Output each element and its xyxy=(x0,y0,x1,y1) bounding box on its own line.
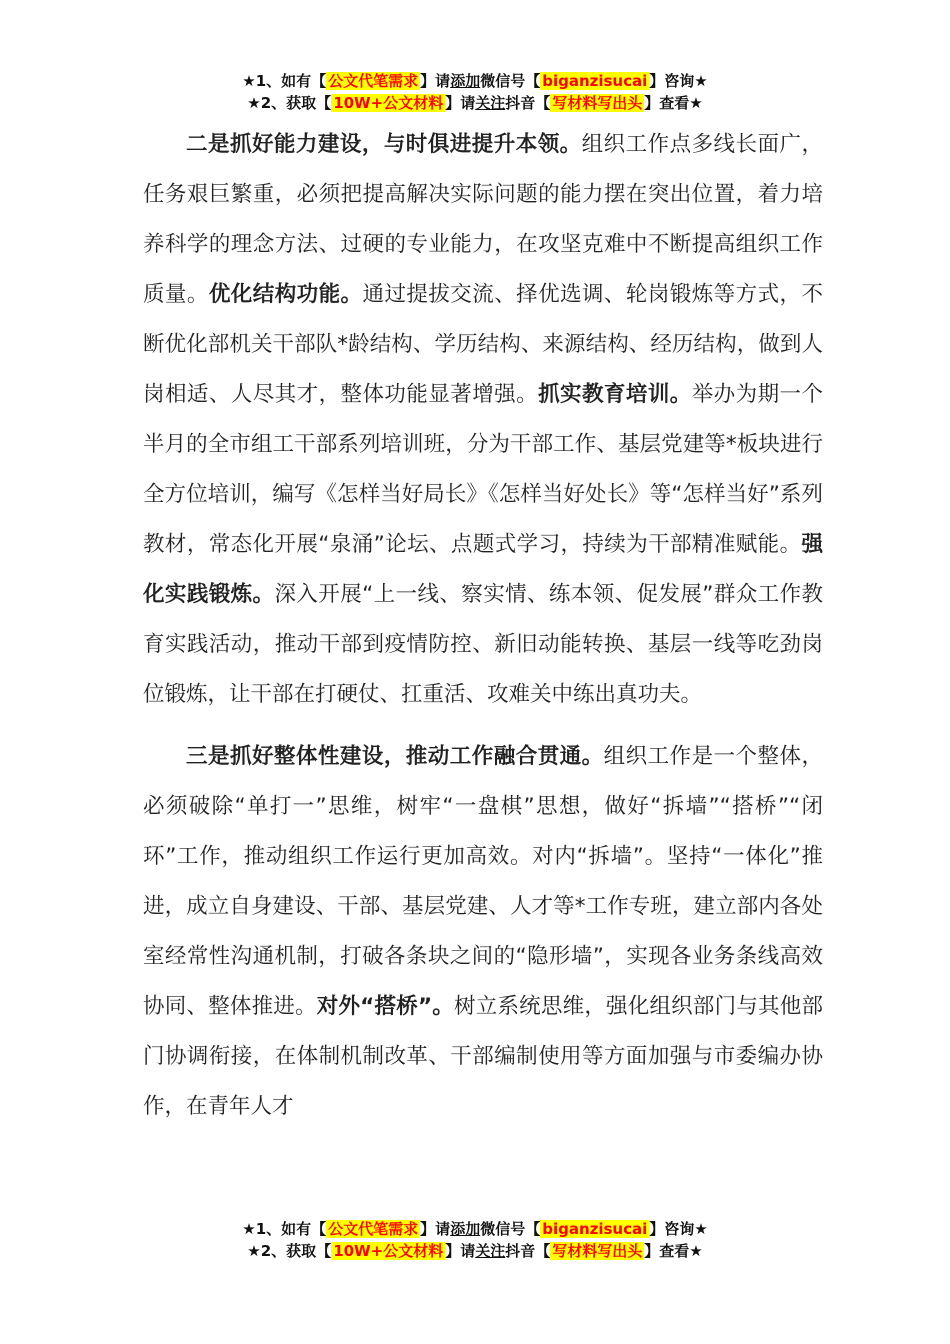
banner-line-2 xyxy=(0,92,950,114)
banner-text: 抖音【 xyxy=(505,94,551,112)
banner-text: 】咨询★ xyxy=(649,1220,708,1238)
banner-highlight: 写材料写出头 xyxy=(552,94,643,112)
banner-underlined: 添加 xyxy=(450,1220,481,1238)
banner-highlight: biganzisucai xyxy=(542,1220,648,1238)
banner-text: 】请 xyxy=(445,94,476,112)
banner-text: ★1、如有【 xyxy=(242,72,327,90)
banner-underlined: 添加 xyxy=(450,72,481,90)
banner-highlight: 10W+公文材料 xyxy=(333,1242,444,1260)
document-body xyxy=(143,120,823,1132)
banner-text: 微信号【 xyxy=(480,1220,541,1238)
banner-text: ★1、如有【 xyxy=(242,1220,327,1238)
banner-line-2 xyxy=(0,1240,950,1262)
paragraph-text: 举办为期一个半月的全市组工干部系列培训班，分为干部工作、基层党建等*板块进行全方位培训，编写《怎样当好局长》《怎样当好处长》等“怎样当好”系列教材，常态化开展“泉涌”论坛、点题式学习，持续为干部精准赋能。 xyxy=(143,382,823,557)
banner-text: 】请 xyxy=(445,1242,476,1260)
banner-text: 】咨询★ xyxy=(649,72,708,90)
paragraph-heading: 二是抓好能力建设，与时俱进提升本领。 xyxy=(186,132,582,157)
banner-underlined: 关注 xyxy=(475,94,506,112)
paragraph-subheading: 对外“搭桥”。 xyxy=(316,994,455,1019)
banner-text: ★2、获取【 xyxy=(247,94,332,112)
banner-highlight: 公文代笔需求 xyxy=(328,72,419,90)
paragraph xyxy=(143,120,823,720)
footer-banner xyxy=(0,1218,950,1262)
paragraph-text: 组织工作是一个整体，必须破除“单打一”思维，树牢“一盘棋”思想，做好“拆墙”“搭桥”“闭环”工作，推动组织工作运行更加高效。对内“拆墙”。坚持“一体化”推进，成立自身建设、干部、基层党建、人才等*工作专班，建立部内各处室经常性沟通机制，打破各条块之间的“隐形墙”，实现各业务条线高效协同、整体推进。 xyxy=(143,744,823,1019)
banner-text: 】查看★ xyxy=(644,94,703,112)
paragraph-subheading: 强化实践锻炼。 xyxy=(143,532,823,607)
header-banner xyxy=(0,70,950,114)
paragraph-subheading: 抓实教育培训。 xyxy=(538,382,692,407)
paragraph-text: 树立系统思维，强化组织部门与其他部门协调衔接，在体制机制改革、干部编制使用等方面加强与市委编办协作，在青年人才 xyxy=(143,994,823,1119)
banner-text: 】查看★ xyxy=(644,1242,703,1260)
banner-underlined: 关注 xyxy=(475,1242,506,1260)
banner-highlight: 公文代笔需求 xyxy=(328,1220,419,1238)
paragraph-text: 组织工作点多线长面广，任务艰巨繁重，必须把提高解决实际问题的能力摆在突出位置，着力培养科学的理念方法、过硬的专业能力，在攻坚克难中不断提高组织工作质量。 xyxy=(143,132,823,307)
banner-text: 微信号【 xyxy=(480,72,541,90)
paragraph-heading: 三是抓好整体性建设，推动工作融合贯通。 xyxy=(186,744,604,769)
paragraph-text: 深入开展“上一线、察实情、练本领、促发展”群众工作教育实践活动，推动干部到疫情防控、新旧动能转换、基层一线等吃劲岗位锻炼，让干部在打硬仗、扛重活、攻难关中练出真功夫。 xyxy=(143,582,823,707)
banner-text: 】请 xyxy=(420,72,451,90)
paragraph-subheading: 优化结构功能。 xyxy=(208,282,363,307)
banner-highlight: biganzisucai xyxy=(542,72,648,90)
banner-line-1 xyxy=(0,1218,950,1240)
banner-line-1 xyxy=(0,70,950,92)
banner-text: 抖音【 xyxy=(505,1242,551,1260)
paragraph xyxy=(143,732,823,1132)
banner-highlight: 写材料写出头 xyxy=(552,1242,643,1260)
paragraph-text: 通过提拔交流、择优选调、轮岗锻炼等方式，不断优化部机关干部队*龄结构、学历结构、来源结构、经历结构，做到人岗相适、人尽其才，整体功能显著增强。 xyxy=(143,282,823,407)
banner-text: 】请 xyxy=(420,1220,451,1238)
banner-highlight: 10W+公文材料 xyxy=(333,94,444,112)
banner-text: ★2、获取【 xyxy=(247,1242,332,1260)
